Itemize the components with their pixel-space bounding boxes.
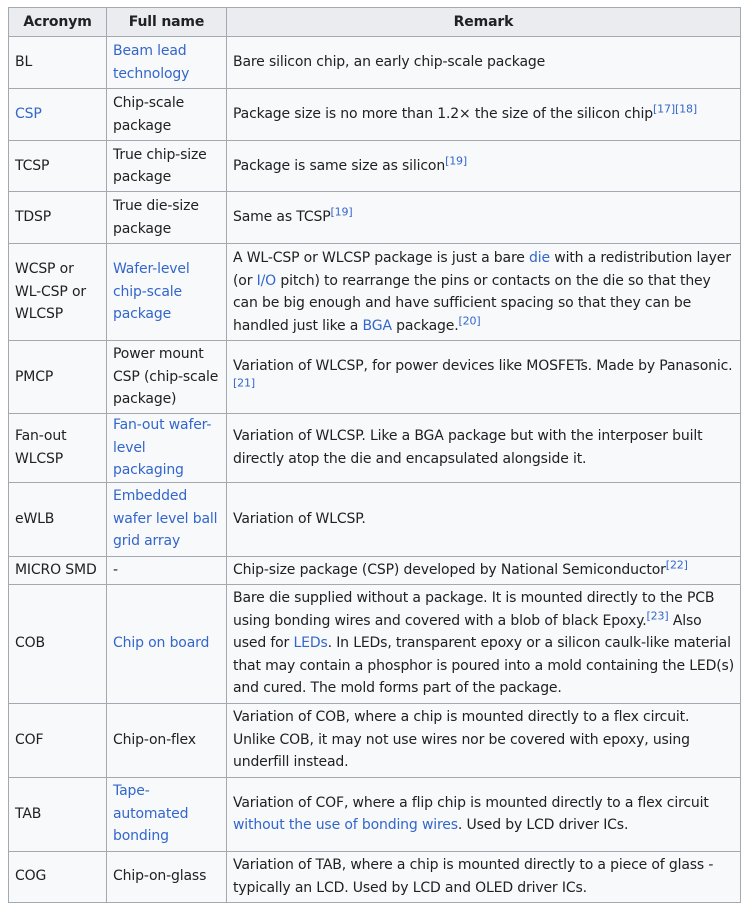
remark-link[interactable]: I/O (256, 272, 277, 289)
full-name-cell (107, 141, 227, 192)
full-name-link[interactable]: Wafer-level chip-scale package (113, 261, 190, 323)
full-name-text: Chip-on-glass (113, 868, 207, 885)
table-row (9, 192, 741, 244)
remark-text: with a redistribution layer (or (233, 250, 731, 289)
remark-cell (227, 192, 741, 244)
remark-cell (227, 556, 741, 584)
reference-link[interactable]: [22] (665, 558, 688, 572)
header-row (9, 8, 741, 37)
remark-text: Variation of COF, where a flip chip is mounted directly to a flex circuit (233, 794, 709, 811)
table-row (9, 851, 741, 902)
remark-link[interactable]: LEDs (293, 635, 328, 652)
remark-cell (227, 584, 741, 703)
full-name-text: True die-size package (113, 198, 199, 237)
acronym-cell (9, 244, 107, 341)
remark-cell (227, 89, 741, 141)
acronym-cell (9, 414, 107, 483)
full-name-cell (107, 192, 227, 244)
table-row (9, 89, 741, 141)
full-name-cell (107, 482, 227, 556)
acronym-text: COB (15, 635, 45, 652)
acronym-cell (9, 777, 107, 851)
table-row (9, 703, 741, 777)
full-name-cell (107, 341, 227, 414)
remark-cell (227, 341, 741, 414)
acronym-cell (9, 89, 107, 141)
remark-text: Package size is no more than 1.2× the size of the silicon chip (233, 106, 654, 123)
reference-link[interactable]: [19] (445, 154, 468, 168)
table-row (9, 141, 741, 192)
table-row (9, 482, 741, 556)
remark-text: package. (391, 317, 459, 334)
acronym-cell (9, 556, 107, 584)
full-name-cell (107, 777, 227, 851)
remark-text: Variation of TAB, where a chip is mounted directly to a piece of glass - typically an LCD. Used by LCD and OLED driver ICs. (233, 857, 714, 896)
acronym-cell (9, 192, 107, 244)
remark-text: Variation of COB, where a chip is mounted directly to a flex circuit. Unlike COB, it may not use wires nor be covered with epoxy, using underfill instead. (233, 709, 690, 771)
remark-link[interactable]: without the use of bonding wires (233, 817, 458, 833)
full-name-cell (107, 584, 227, 703)
header-acronym[interactable]: Acronym (9, 8, 107, 37)
remark-cell (227, 141, 741, 192)
remark-text: Bare silicon chip, an early chip-scale package (233, 54, 546, 71)
full-name-cell (107, 244, 227, 341)
full-name-cell (107, 556, 227, 584)
remark-cell (227, 482, 741, 556)
acronym-text: TDSP (15, 209, 52, 226)
full-name-text: - (113, 561, 118, 578)
remark-text: Same as TCSP (233, 209, 331, 226)
reference-link[interactable]: [19] (330, 205, 353, 219)
acronym-text: BL (15, 54, 33, 71)
table-row (9, 777, 741, 851)
header-full-name[interactable]: Full name (107, 8, 227, 37)
full-name-cell (107, 703, 227, 777)
remark-cell (227, 851, 741, 902)
remark-link[interactable]: die (529, 250, 550, 266)
acronym-text: TCSP (15, 157, 50, 174)
remark-link[interactable]: BGA (362, 317, 392, 334)
header-remark[interactable]: Remark (227, 8, 741, 37)
reference-link[interactable]: [18] (675, 102, 697, 116)
table-row (9, 37, 741, 89)
acronym-text: WCSP or WL-CSP or WLCSP (15, 261, 86, 323)
reference-link[interactable]: [20] (458, 313, 481, 327)
remark-text: . In LEDs, transparent epoxy or a silicon caulk-like material that may contain a phosphor is poured into a mold containing the LED(s) and cured. The mold forms part of the package. (233, 635, 734, 697)
full-name-link[interactable]: Beam lead technology (113, 43, 190, 82)
table-row (9, 414, 741, 483)
remark-text: Variation of WLCSP. (233, 510, 366, 527)
acronym-text: eWLB (15, 510, 55, 527)
acronym-text: Fan-out WLCSP (15, 428, 67, 467)
acronym-cell (9, 703, 107, 777)
table-row (9, 556, 741, 584)
full-name-text: Power mount CSP (chip-scale package) (113, 346, 219, 408)
full-name-cell (107, 89, 227, 141)
acronym-cell (9, 482, 107, 556)
acronym-cell (9, 341, 107, 414)
acronym-text: PMCP (15, 368, 54, 385)
remark-text: Bare die supplied without a package. It is mounted directly to the PCB using bonding wires and covered with a blob of black Epoxy. (233, 590, 715, 629)
acronym-text: COF (15, 731, 44, 748)
remark-text: Package is same size as silicon (233, 157, 446, 174)
remark-text: Also used for (233, 612, 702, 652)
acronym-cell (9, 584, 107, 703)
table-row (9, 244, 741, 341)
full-name-link[interactable]: Fan-out wafer-level packaging (113, 417, 212, 478)
remark-text: Chip-size package (CSP) developed by National Semiconductor (233, 561, 666, 578)
table-row (9, 584, 741, 703)
full-name-cell (107, 37, 227, 89)
acronym-link[interactable]: CSP (15, 106, 42, 123)
remark-text: Variation of WLCSP, for power devices like MOSFETs. Made by Panasonic. (233, 357, 733, 374)
acronym-text: COG (15, 868, 47, 885)
full-name-link[interactable]: Tape-automated bonding (113, 783, 189, 845)
full-name-text: Chip-scale package (113, 95, 185, 134)
remark-cell (227, 244, 741, 341)
full-name-link[interactable]: Chip on board (113, 635, 210, 652)
remark-cell (227, 703, 741, 777)
acronym-cell (9, 141, 107, 192)
full-name-text: True chip-size package (113, 146, 207, 185)
acronym-cell (9, 37, 107, 89)
reference-link[interactable]: [17] (653, 102, 675, 116)
acronym-cell (9, 851, 107, 902)
full-name-cell (107, 851, 227, 902)
remark-cell (227, 777, 741, 851)
table-row (9, 341, 741, 414)
reference-link[interactable]: [23] (646, 609, 669, 623)
acronym-text: MICRO SMD (15, 561, 97, 578)
full-name-cell (107, 414, 227, 483)
full-name-text: Chip-on-flex (113, 731, 196, 748)
acronym-text: TAB (15, 805, 42, 822)
package-table (8, 7, 741, 903)
reference-link[interactable]: [21] (233, 376, 255, 390)
remark-cell (227, 414, 741, 483)
remark-text: . Used by LCD driver ICs. (457, 817, 629, 833)
remark-text: pitch) to rearrange the pins or contacts on the die so that they can be big enough and have sufficient spacing so that they can be handled just like a (233, 272, 711, 334)
remark-text: A WL-CSP or WLCSP package is just a bare (233, 250, 530, 266)
remark-text: Variation of WLCSP. Like a BGA package but with the interposer built directly atop the die and encapsulated alongside it. (233, 428, 703, 467)
full-name-link[interactable]: Embedded wafer level ball grid array (113, 488, 218, 550)
remark-cell (227, 37, 741, 89)
